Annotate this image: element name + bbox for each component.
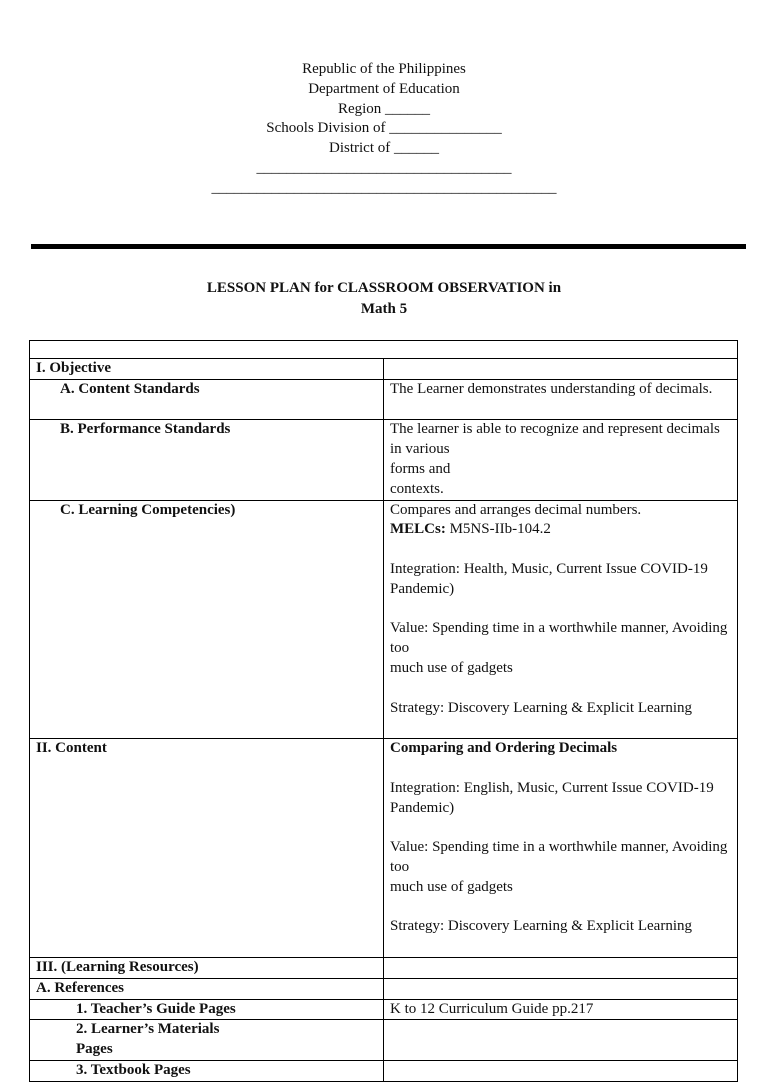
page-title [0,278,768,320]
objective-value [384,359,738,380]
content-value [384,739,738,958]
header-divider [31,244,746,249]
header-blank-line-1: __________________________________ [256,159,512,176]
table-row [30,359,738,380]
performance-standards-line-3: contexts. [390,480,444,497]
competency-text: Compares and arranges decimal numbers. [390,501,642,518]
objective-label: I. Objective [30,359,384,380]
header-division: Schools Division of _______________ [266,120,502,137]
teachers-guide-value: K to 12 Curriculum Guide pp.217 [384,999,738,1020]
performance-standards-line-1: The learner is able to recognize and represent decimals in various [390,421,720,458]
competency-integration: Integration: Health, Music, Current Issue COVID-19 Pandemic) [390,560,708,597]
learning-resources-value [384,957,738,978]
title-line-2: Math 5 [360,301,408,317]
table-row [30,739,738,958]
content-standards-label: A. Content Standards [30,379,384,420]
lesson-plan-table [29,340,738,1082]
content-value-line-1: Value: Spending time in a worthwhile manner, Avoiding too [390,839,728,875]
learners-materials-value [384,1020,738,1061]
document-header [0,60,768,199]
content-value-line-2: much use of gadgets [390,878,513,895]
teachers-guide-label: 1. Teacher’s Guide Pages [30,999,384,1020]
melcs-line [390,520,731,540]
content-integration: Integration: English, Music, Current Issue COVID-19 Pandemic) [390,779,714,816]
table-row [30,341,738,359]
performance-standards-value [384,420,738,500]
references-value [384,978,738,999]
melcs-code: M5NS-IIb-104.2 [445,521,551,538]
header-blank-line-2: ______________________________________________ [211,179,557,196]
title-line-1: LESSON PLAN for CLASSROOM OBSERVATION in [206,280,562,296]
table-row [30,500,738,739]
learning-competencies-label: C. Learning Competencies) [30,500,384,739]
textbook-value [384,1060,738,1081]
learners-materials-label-line-1: 2. Learner’s Materials [76,1021,220,1038]
table-row [30,1020,738,1061]
content-standards-text: The Learner demonstrates understanding of decimals. [390,380,713,397]
competency-value-line-1: Value: Spending time in a worthwhile manner, Avoiding too [390,620,728,657]
table-row [30,999,738,1020]
competency-strategy: Strategy: Discovery Learning & Explicit Learning [390,699,692,716]
learners-materials-label-line-2: Pages [76,1041,113,1058]
table-top-blank-row [30,341,738,359]
performance-standards-label: B. Performance Standards [30,420,384,500]
header-region: Region ______ [337,100,431,117]
content-strategy: Strategy: Discovery Learning & Explicit Learning [390,918,692,935]
textbook-label: 3. Textbook Pages [30,1060,384,1081]
references-label: A. References [30,978,384,999]
table-row [30,1060,738,1081]
performance-standards-line-2: forms and [390,460,451,477]
table-row [30,957,738,978]
content-standards-value [384,379,738,420]
header-district: District of ______ [329,140,439,157]
melcs-label: MELCs: [390,521,446,538]
learning-resources-label: III. (Learning Resources) [30,957,384,978]
learners-materials-label [30,1020,384,1061]
learning-competencies-value [384,500,738,739]
table-row [30,420,738,500]
content-topic: Comparing and Ordering Decimals [390,740,618,757]
header-republic: Republic of the Philippines [302,61,466,77]
content-label: II. Content [30,739,384,958]
table-row [30,978,738,999]
competency-value-line-2: much use of gadgets [390,659,513,676]
header-department: Department of Education [308,80,460,97]
table-row [30,379,738,420]
